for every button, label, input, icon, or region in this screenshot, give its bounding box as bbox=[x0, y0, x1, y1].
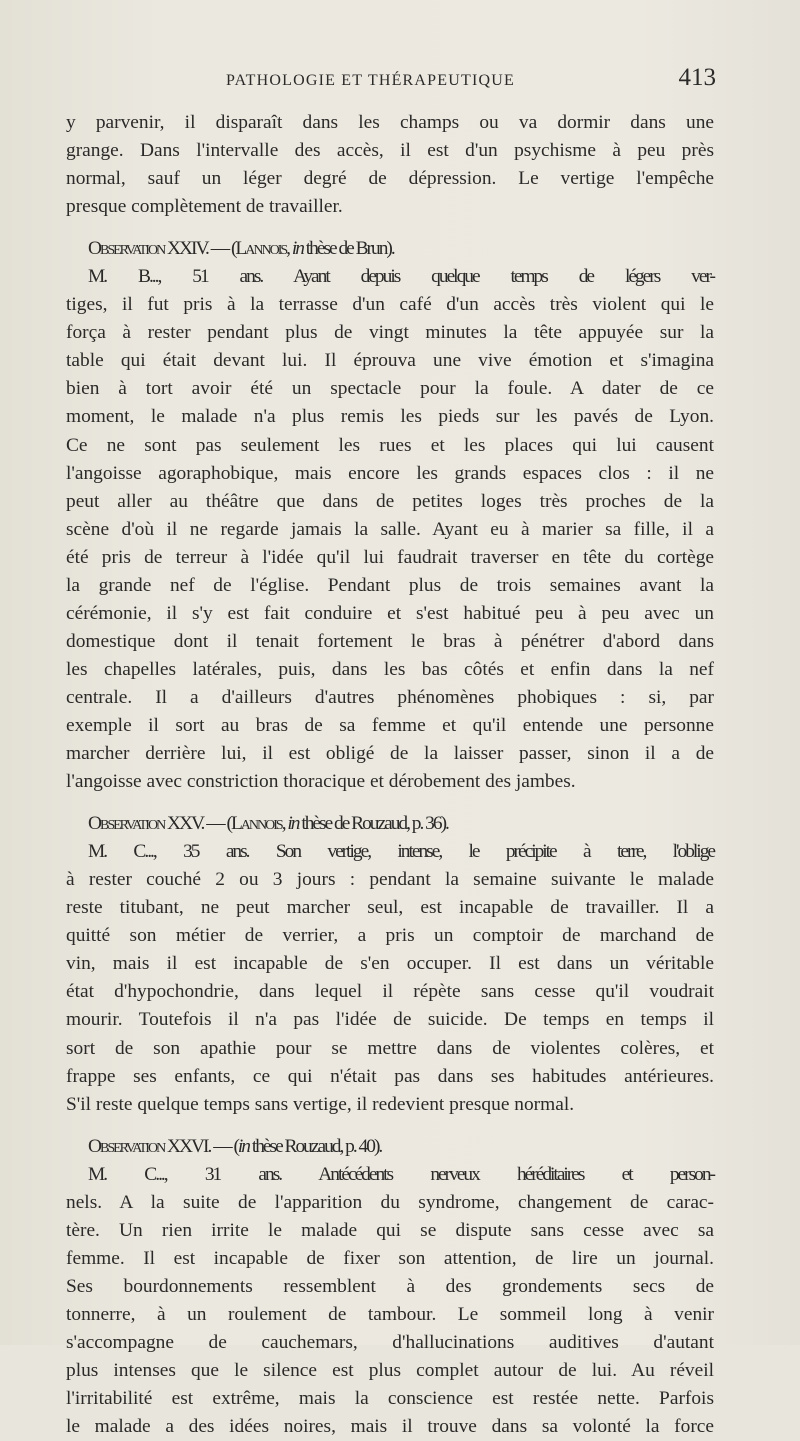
text-line: table qui était devant lui. Il éprouva une vive émotion et s'imagina bbox=[66, 350, 714, 372]
text-line: s'accompagne de cauchemars, d'hallucinations auditives d'autant bbox=[66, 1331, 714, 1353]
text-line: M. C..., 35 ans. Son vertige, intense, le précipite à terre, l'oblige bbox=[88, 841, 714, 863]
text-line: Ses bourdonnements ressemblent à des grondements secs de bbox=[66, 1275, 714, 1297]
observation-label: Observation XXVI. bbox=[88, 1135, 211, 1157]
text-line: vin, mais il est incapable de s'en occuper. Il est dans un véritable bbox=[66, 953, 714, 975]
text-line: Ce ne sont pas seulement les rues et les places qui lui causent bbox=[66, 434, 714, 456]
heading-comma: , bbox=[281, 813, 288, 835]
heading-dash: — ( bbox=[210, 1135, 238, 1157]
text-line: l'angoisse agoraphobique, mais encore les grands espaces clos : il ne bbox=[66, 462, 714, 484]
heading-dash: — ( bbox=[207, 238, 236, 260]
text-line: été pris de terreur à l'idée qu'il lui faudrait traverser en tête du cortège bbox=[66, 546, 714, 568]
text-line: la grande nef de l'église. Pendant plus de trois semaines avant la bbox=[66, 574, 714, 596]
observation-heading bbox=[66, 235, 714, 263]
text-line: peut aller au théâtre que dans de petites loges très proches de la bbox=[66, 490, 714, 512]
observation-heading bbox=[66, 1133, 714, 1161]
text-line: scène d'où il ne regarde jamais la salle. Ayant eu à marier sa fille, il a bbox=[66, 518, 714, 540]
text-line: femme. Il est incapable de fixer son attention, de lire un journal. bbox=[66, 1247, 714, 1269]
text-line: le malade a des idées noires, mais il trouve dans sa volonté la force bbox=[66, 1416, 714, 1438]
observation-xxiv bbox=[66, 235, 714, 796]
text-line: mourir. Toutefois il n'a pas l'idée de suicide. De temps en temps il bbox=[66, 1009, 714, 1031]
text-line: bien à tort avoir été un spectacle pour la foule. A dater de ce bbox=[66, 378, 714, 400]
text-line: domestique dont il tenait fortement le bras à pénétrer d'abord dans bbox=[66, 630, 714, 652]
text-line: y parvenir, il disparaît dans les champs ou va dormir dans une bbox=[66, 112, 714, 133]
text-line: cérémonie, il s'y est fait conduire et s'est habitué peu à peu avec un bbox=[66, 602, 714, 624]
observation-label: Observation XXIV. bbox=[88, 238, 208, 260]
heading-in: in bbox=[291, 238, 303, 260]
text-line: l'angoisse avec constriction thoracique et dérobement des jambes. bbox=[66, 771, 576, 793]
text-line: S'il reste quelque temps sans vertige, il redevient presque normal. bbox=[66, 1093, 575, 1115]
observation-heading bbox=[66, 810, 714, 838]
heading-comma: , bbox=[286, 238, 292, 260]
page-header bbox=[66, 64, 716, 104]
text-line: força à rester pendant plus de vingt minutes la tête appuyée sur la bbox=[66, 322, 714, 344]
heading-source: thèse Rouzaud, p. 40). bbox=[249, 1135, 382, 1157]
text-line: M. B..., 51 ans. Ayant depuis quelque temps de légers ver- bbox=[88, 266, 714, 288]
text-line: l'irritabilité est extrême, mais la conscience est restée nette. Parfois bbox=[66, 1388, 714, 1410]
text-line: nels. A la suite de l'apparition du syndrome, changement de carac- bbox=[66, 1191, 714, 1213]
text-line: plus intenses que le silence est plus complet autour de lui. Au réveil bbox=[66, 1360, 714, 1382]
text-line: état d'hypochondrie, dans lequel il répète sans cesse qu'il voudrait bbox=[66, 981, 714, 1003]
text-line: sort de son apathie pour se mettre dans de violentes colères, et bbox=[66, 1037, 714, 1059]
text-line: tonnerre, à un roulement de tambour. Le sommeil long à venir bbox=[66, 1303, 714, 1325]
text-line: frappe ses enfants, ce qui n'était pas dans ses habitudes antérieures. bbox=[66, 1065, 714, 1087]
observation-label: Observation XXV. bbox=[88, 813, 204, 835]
text-line: normal, sauf un léger degré de dépression. Le vertige l'empêche bbox=[66, 168, 714, 190]
heading-dash: — ( bbox=[203, 813, 231, 835]
text-line: exemple il sort au bras de sa femme et qu'il entende une personne bbox=[66, 714, 714, 736]
text-line: tère. Un rien irrite le malade qui se dispute sans cesse avec sa bbox=[66, 1219, 714, 1241]
paragraph-continuation bbox=[66, 109, 714, 221]
text-line: M. C..., 31 ans. Antécédents nerveux héréditaires et person- bbox=[88, 1163, 714, 1185]
running-head: PATHOLOGIE ET THÉRAPEUTIQUE bbox=[226, 72, 515, 89]
text-line: quitté son métier de verrier, a pris un comptoir de marchand de bbox=[66, 925, 714, 947]
heading-source: thèse de Brun). bbox=[302, 238, 394, 260]
heading-in: in bbox=[237, 1135, 249, 1157]
heading-in: in bbox=[287, 813, 299, 835]
text-line: marcher derrière lui, il est obligé de la laisser passer, sinon il a de bbox=[66, 743, 714, 765]
text-line: reste titubant, ne peut marcher seul, est incapable de travailler. Il a bbox=[66, 897, 714, 919]
text-line: moment, le malade n'a plus remis les pieds sur les pavés de Lyon. bbox=[66, 406, 714, 428]
text-line: presque complètement de travailler. bbox=[66, 196, 343, 218]
heading-source: thèse de Rouzaud, p. 36). bbox=[298, 813, 448, 835]
text-line: centrale. Il a d'ailleurs d'autres phénomènes phobiques : si, par bbox=[66, 686, 714, 708]
observation-xxv bbox=[66, 810, 714, 1119]
heading-author: Lannois bbox=[230, 813, 282, 835]
body-text bbox=[66, 109, 714, 1441]
text-line: tiges, il fut pris à la terrasse d'un café d'un accès très violent qui le bbox=[66, 294, 714, 316]
heading-author: Lannois bbox=[235, 238, 287, 260]
text-line: les chapelles latérales, puis, dans les bas côtés et enfin dans la nef bbox=[66, 658, 714, 680]
text-line: à rester couché 2 ou 3 jours : pendant la semaine suivante le malade bbox=[66, 869, 714, 891]
text-line: grange. Dans l'intervalle des accès, il est d'un psychisme à peu près bbox=[66, 140, 714, 162]
observation-xxvi bbox=[66, 1133, 714, 1441]
page-number: 413 bbox=[678, 64, 716, 91]
